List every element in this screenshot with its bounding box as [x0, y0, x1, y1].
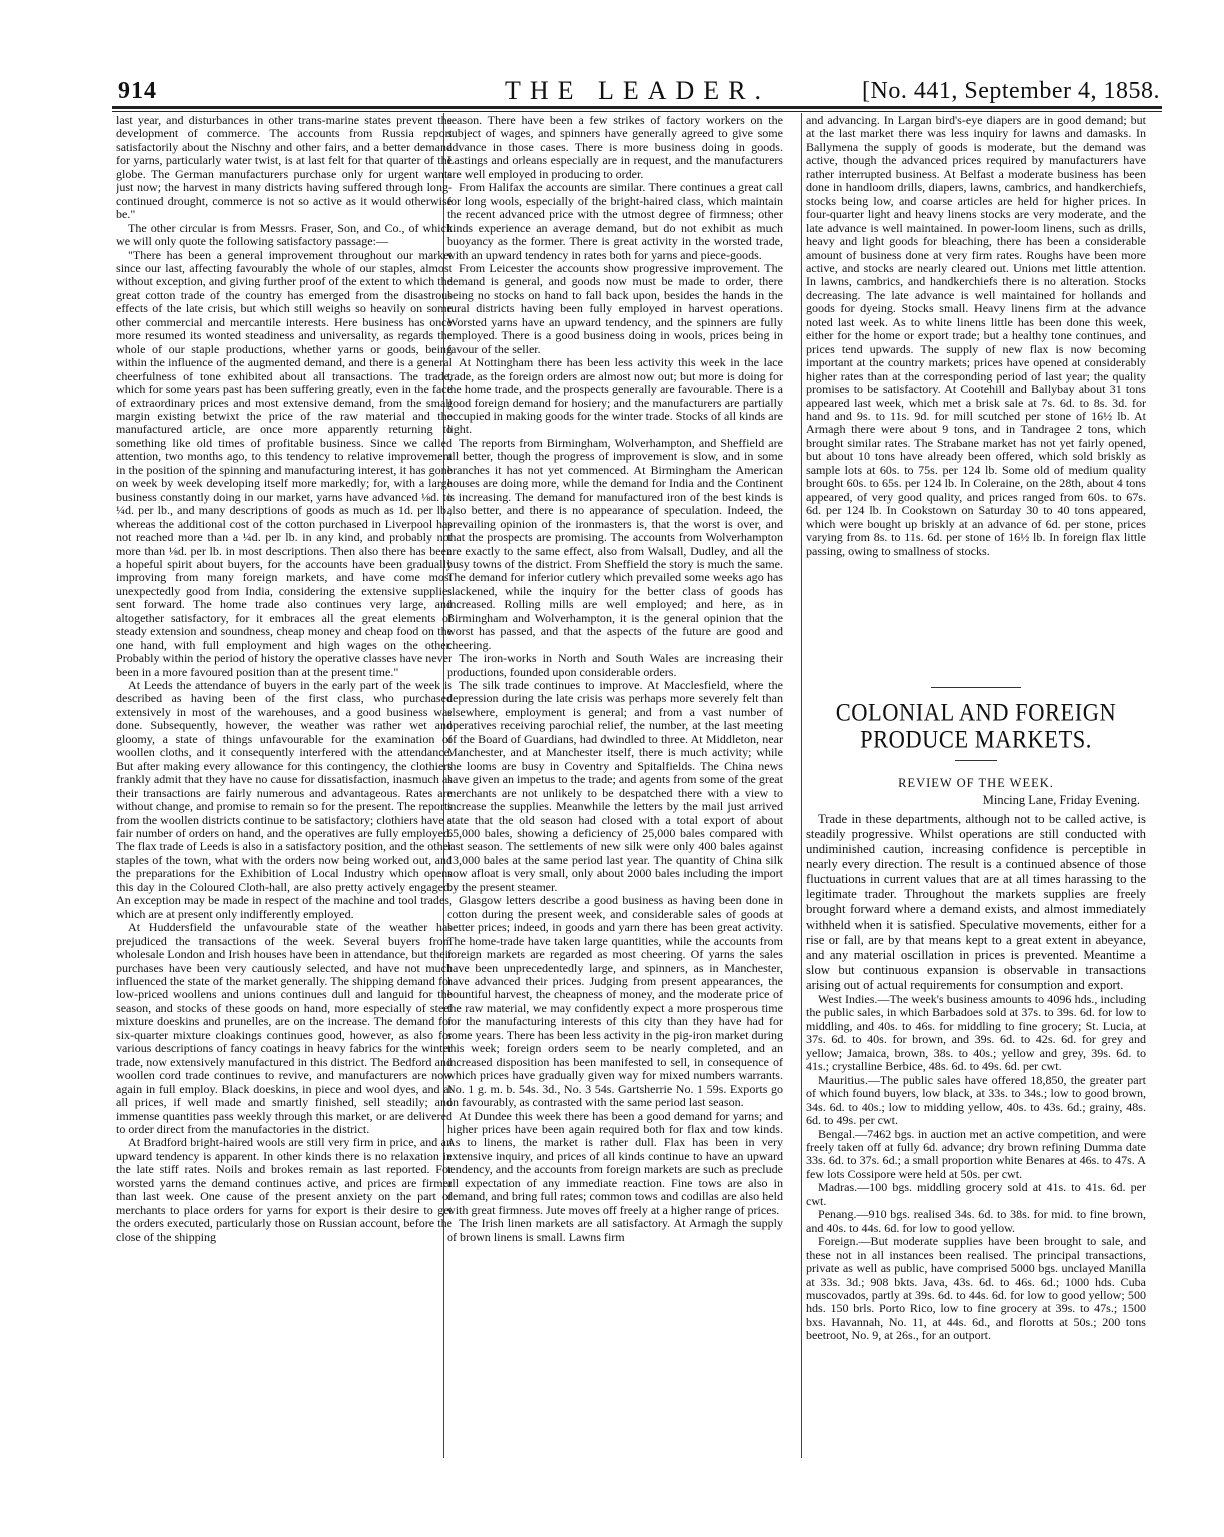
- produce-markets-report: [806, 812, 1146, 1343]
- issue-line: [No. 441, September 4, 1858.: [862, 78, 1160, 104]
- column-rule: [801, 113, 802, 1458]
- paragraph: Glasgow letters describe a good business as having been done in cotton during the present week, and considerable sales of goods at better prices; indeed, in goods and yarn there has been great activity. The home-trade have taken large quantities, while the accounts from foreign markets are regarded as most cheering. Of yarns the sales have been unprecedentedly large, and spinners, as in Manchester, have advanced their prices. Judging from present appearances, the bountiful harvest, the cheapness of money, and the moderate price of the raw material, we may confidently expect a more prosperous time for the manufacturing interests of this city than they have had for some years. There has been less activity in the pig-iron market during this week; foreign orders seem to be nearly completed, and an increased disposition has been manifested to sell, in consequence of which prices have gradually given way for mixed numbers warrants. No. 1 g. m. b. 54s. 3d., No. 3 54s. Gartsherrie No. 1 59s. Exports go on favourably, as contrasted with the same period last season.: [447, 893, 783, 1110]
- paragraph: last year, and disturbances in other trans-marine states prevent the development of commerce. The accounts from Russia report satisfactorily about the Nischny and other fairs, and a better demand for yarns, particularly water twist, is at last felt for that quarter of the globe. The German manufacturers purchase only for urgent wants just now; the harvest in many districts having suffered through long-continued drought, commerce is not so active as it would otherwise be.": [116, 114, 452, 222]
- paragraph: From Halifax the accounts are similar. There continues a great call for long wools, especially of the bright-haired class, which maintain the recent advanced price with the utmost degree of firmness; other kinds experience an average demand, but do not exhibit as much buoyancy as the former. There is great activity in the worsted trade, with an upward tendency in rates both for yarns and piece-goods.: [447, 180, 783, 262]
- paragraph: Penang.—910 bgs. realised 34s. 6d. to 38s. for mid. to fine brown, and 40s. to 44s. 6d. for low to good yellow.: [806, 1207, 1146, 1235]
- paragraph: Bengal.—7462 bgs. in auction met an active competition, and were freely taken off at fully 6d. advance; dry brown refining Dumma date 33s. 6d. to 37s. 6d.; a small proportion white Benares at 46s. to 47s. A few lots Cossipore were held at 50s. per cwt.: [806, 1126, 1146, 1181]
- dateline: Mincing Lane, Friday Evening.: [982, 793, 1140, 808]
- paragraph: The silk trade continues to improve. At Macclesfield, where the depression during the late crisis was perhaps more severely felt than elsewhere, employment is general; and from a vast number of operatives receiving parochial relief, the number, at the last meeting of the Board of Guardians, had dwindled to three. At Middleton, near Manchester, and at Manchester itself, there is much activity; while the looms are busy in Coventry and Spitalfields. The China news have given an impetus to the trade; and agents from some of the great merchants are not unlikely to be despatched there with a view to increase the supplies. Meanwhile the letters by the mail just arrived state that the old season had closed with a total export of about 65,000 bales, showing a deficiency of 25,000 bales compared with last season. The settlements of new silk were only 400 bales against 13,000 bales at the same period last year. The quantity of China silk now afloat is very small, only about 2000 bales including the import by the present steamer.: [447, 678, 783, 894]
- heading-divider: [955, 760, 997, 761]
- paragraph: The other circular is from Messrs. Fraser, Son, and Co., of which we will only quote the following satisfactory passage:—: [116, 220, 452, 249]
- paragraph: West Indies.—The week's business amounts to 4096 hds., including the public sales, in which Barbadoes sold at 37s. to 39s. 6d. for low to middling, and 40s. to 46s. for middling to fine grocery; St. Lucia, at 37s. 6d. to 40s. for brown, and 39s. 6d. to 42s. 6d. for grey and yellow; Jamaica, brown, 38s. to 40s.; yellow and grey, 39s. 6d. to 41s.; crystalline Berbice, 48s. 6d. to 49s. 6d. per cwt.: [806, 992, 1146, 1074]
- column-3: [806, 114, 1146, 1454]
- section-heading: COLONIAL AND FOREIGN PRODUCE MARKETS.: [835, 698, 1117, 753]
- column-2: [447, 114, 783, 1454]
- paragraph: At Nottingham there has been less activity this week in the lace trade, as the foreign orders are almost now out; but more is doing for the home trade, and the prospects generally are favourable. There is a good foreign demand for hosiery; and the manufacturers are partially occupied in making goods for the winter trade. Stocks of all kinds are light.: [447, 355, 783, 437]
- masthead: [115, 72, 1160, 106]
- paragraph: At Huddersfield the unfavourable state of the weather has prejudiced the transactions of the week. Several buyers from wholesale London and Irish houses have been in attendance, but their purchases have been very cautiously selected, and have not much influenced the state of the market generally. The shipping demand for low-priced woollens and unions continues dull and languid for the season, and stocks of these goods on hand, more especially of steel mixture doeskins and prunelles, are on the increase. The demand for six-quarter mixture cloakings continues good, however, as also for various descriptions of fancy coatings in heavy fabrics for the winter trade, now extensively manufactured in this district. The Bedford and woollen cord trade continues to revive, and manufacturers are now again in full employ. Black doeskins, in piece and wool dyes, and at all prices, if well made and smartly finished, sell steadily; and immense quantities pass weekly through this market, or are delivered to order direct from the manufactories in the district.: [116, 920, 452, 1136]
- section-divider: [931, 687, 1021, 688]
- paragraph: season. There have been a few strikes of factory workers on the subject of wages, and spinners have generally agreed to give some advance in those cases. There is more business doing in goods. Lastings and orleans especially are in request, and the manufacturers are well employed in producing to order.: [447, 114, 783, 181]
- paragraph: and advancing. In Largan bird's-eye diapers are in good demand; but at the last market there was less inquiry for lawns and damasks. In Ballymena the supply of goods is moderate, but the demand was active, though the advanced prices required by manufacturers have rather interrupted business. At Belfast a moderate business has been done in handloom drills, diapers, lawns, cambrics, and handkerchiefs, stocks being low, and coarse articles are held for higher prices. In four-quarter light and heavy linens stocks are very moderate, and the late advance is well maintained. In power-loom linens, such as drills, heavy and light goods for bleaching, there has been a considerable amount of business done at very firm rates. Roughs have been more active, and stocks are nearly cleared out. Unions met little attention. In lawns, cambrics, and handkerchiefs there is no alteration. Stocks decreasing. The late advance is well maintained for hollands and goods for dyeing. Stocks small. Heavy linens firm at the advance noted last week. As to white linens little has been done this week, either for the home or export trade; but a healthy tone continues, and prices tend upwards. The supply of new flax is now becoming important at the country markets; prices have opened at considerably higher rates than at the corresponding period of last year; the quality promises to be satisfactory. At Cootehill and Ballybay about 31 tons appeared last week, which met a brisk sale at 7s. 6d. to 8s. 3d. for hand and 9s. to 11s. 9d. for mill scutched per stone of 16½ lb. At Armagh there were about 9 tons, and in Tandragee 2 tons, which brought similar rates. The Strabane market has not yet fairly opened, but about 10 tons have already been offered, which sold briskly as sample lots at 60s. to 75s. per 124 lb. Some old of medium quality brought 60s. to 65s. per 124 lb. In Coleraine, on the 28th, about 4 tons appeared, of very good quality, and prices ranged from 60s. to 67s. 6d. per 124 lb. In Cookstown on Saturday 30 to 40 tons appeared, which were bought up briskly at an advance of 6d. per stone, prices varying from 8s. to 11s. 6d. per stone of 16½ lb. In foreign flax little passing, owing to smallness of stocks.: [806, 114, 1146, 558]
- paragraph: At Bradford bright-haired wools are still very firm in price, and an upward tendency is apparent. In other kinds there is no relaxation in the late stiff rates. Noils and brokes remain as last reported. For worsted yarns the demand continues active, and prices are firmer than last week. One cause of the present anxiety on the part of merchants to place orders for yarns for export is their desire to get the orders executed, particularly those on Russian account, before the close of the shipping: [116, 1135, 452, 1244]
- paragraph: From Leicester the accounts show progressive improvement. The demand is general, and goods now must be made to order, there being no stocks on hand to fall back upon, besides the hands in the rural districts having been fully employed in harvest operations. Worsted yarns have an upward tendency, and the spinners are fully employed. There is a good business doing in wools, prices being in favour of the seller.: [447, 260, 783, 356]
- newspaper-title: THE LEADER.: [504, 76, 771, 105]
- header-rule-thin: [112, 111, 1162, 112]
- paragraph: Mauritius.—The public sales have offered 18,850, the greater part of which found buyers, low black, at 33s. to 34s.; low to good brown, 34s. 6d. to 40s.; low to midding yellow, 40s. to 43s. 6d.; grainy, 48s. 6d. to 49s. per cwt.: [806, 1072, 1146, 1128]
- paragraph: The Irish linen markets are all satisfactory. At Armagh the supply of brown linens is small. Lawns firm: [447, 1216, 783, 1244]
- section-subheading: REVIEW OF THE WEEK.: [898, 776, 1054, 790]
- paragraph: The reports from Birmingham, Wolverhampton, and Sheffield are all better, though the progress of improvement is slow, and in some branches it has not yet commenced. At Birmingham the American houses are doing more, while the demand for India and the Continent is increasing. The demand for manufactured iron of the best kinds is also better, and there is no appearance of speculation. Indeed, the prevailing opinion of the ironmasters is, that the worst is over, and that the prospects are promising. The accounts from Wolverhampton are exactly to the same effect, also from Walsall, Dudley, and all the busy towns of the district. From Sheffield the story is much the same. The demand for inferior cutlery which prevailed some weeks ago has slackened, while the inquiry for the better class of goods has increased. Rolling mills are well employed; and here, as in Birmingham and Wolverhampton, it is the general opinion that the worst has passed, and that the aspects of the future are good and cheering.: [447, 435, 783, 652]
- page-number: 914: [118, 78, 157, 104]
- header-rule-thick: [112, 106, 1162, 109]
- irish-linen-report: [806, 114, 1146, 669]
- paragraph: At Leeds the attendance of buyers in the early part of the week is described as having been of the first class, who purchased extensively in most of the warehouses, and a good business was done. Subsequently, however, the weather was rather wet and gloomy, a state of things unfavourable for the examination of woollen cloths, and it consequently interfered with the attendance. But after making every allowance for this contingency, the clothiers frankly admit that they have no cause for dissatisfaction, inasmuch as their transactions are fairly numerous and advantageous. Rates are without change, and promise to remain so for the present. The reports from the woollen districts continue to be satisfactory; clothiers have a fair number of orders on hand, and the operatives are fully employed. The flax trade of Leeds is also in a satisfactory position, and the other staples of the town, what with the orders now being worked out, and the preparations for the Exhibition of Local Industry which opens this day in the Coloured Cloth-hall, are also pretty actively engaged. An exception may be made in respect of the machine and tool trades, which are at present only indifferently employed.: [116, 678, 452, 921]
- paragraph: "There has been a general improvement throughout our market since our last, affecting favourably the whole of our staples, almost without exception, and giving further proof of the extent to which the great cotton trade of the country has emerged from the disastrous effects of the late crisis, but which still weighs so heavily on some other commercial and mercantile interests. Here business has once more resumed its wonted steadiness and universality, as regards the whole of our staple productions, whether yarns or goods, being within the influence of the augmented demand, and there is a general cheerfulness of tone exhibited about all transactions. The trade, which for some years past has been suffering greatly, even in the face of extraordinary prices and most extensive demand, from the small margin existing betwixt the price of the raw material and the manufactured article, are once more apparently returning to something like old times of profitable business. Since we called attention, two months ago, to this tendency to relative improvement in the position of the spinning and manufacturing interest, it has gone on week by week developing itself more markedly; for, with a large business constantly doing in our market, yarns have advanced ⅛d. to ¼d. per lb., and many descriptions of goods as much as 1d. per lb., whereas the additional cost of the cotton purchased in Liverpool has not reached more than a ¼d. per lb. in any kind, and probably not more than ⅛d. per lb. in most descriptions. Then also there has been a hopeful spirit about buyers, for the accounts have been gradually improving from many foreign markets, and have come most unexpectedly good from India, considering the extensive supplies sent forward. The home trade also continues very large, and altogether satisfactory, for it embraces all the great elements of steady extension and soundness, cheap money and cheap food on the one hand, with full employment and high wages on the other. Probably within the period of history the operative classes have never been in a more favoured position than at the present time.": [116, 247, 452, 679]
- paragraph: Foreign.—But moderate supplies have been brought to sale, and these not in all instances been realised. The principal transactions, private as well as public, have comprised 5000 bgs. unclayed Manilla at 33s. 3d.; 908 bkts. Java, 43s. 6d. to 46s. 6d.; 1000 hds. Cuba muscovados, partly at 39s. 6d. to 44s. 6d. for low to good yellow; 500 hds. 150 brls. Porto Rico, low to fine grocery at 39s. to 47s.; 1500 bxs. Havannah, No. 11, at 44s. 6d., and florotts at 50s.; 200 tons beetroot, No. 9, at 26s., for an outport.: [806, 1234, 1146, 1343]
- paragraph: The iron-works in North and South Wales are increasing their productions, founded upon considerable orders.: [447, 651, 783, 679]
- paragraph: At Dundee this week there has been a good demand for yarns; and higher prices have been again required both for flax and tow kinds. As to linens, the market is rather dull. Flax has been in very extensive inquiry, and prices of all kinds continue to have an upward tendency, and the accounts from foreign markets are such as preclude all expectation of any immediate reaction. Fine tows are also in demand, and bring full rates; common tows and codillas are also held with great firmness. Jute moves off freely at a higher range of prices.: [447, 1108, 783, 1217]
- column-1: [116, 114, 452, 1454]
- paragraph: Trade in these departments, although not to be called active, is steadily progressive. Whilst operations are still conducted with undiminished caution, increasing confidence is perceptible in nearly every direction. The result is a continued absence of those fluctuations in current values that are at all times harassing to the legitimate trader. Throughout the markets supplies are freely brought forward where a demand exists, and almost immediately withheld when it is satisfied. Speculative movements, either for a rise or fall, are by that means kept to a great extent in abeyance, and any material oscillation in prices is prevented. Meantime a slow but continuous expansion is observable in transactions arising out of actual requirements for consumption and export.: [806, 811, 1146, 992]
- paragraph: Madras.—100 bgs. middling grocery sold at 41s. to 41s. 6d. per cwt.: [806, 1180, 1146, 1208]
